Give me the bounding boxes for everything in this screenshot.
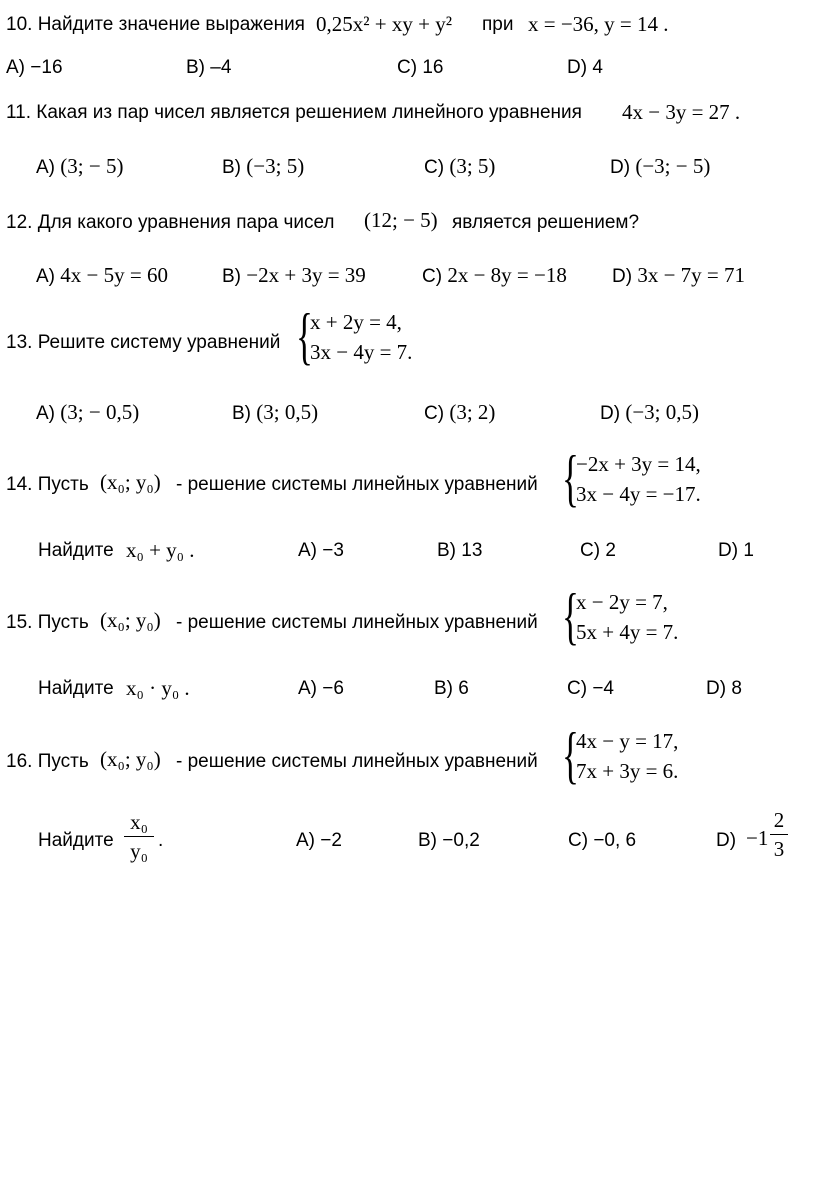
- q16-find-fraction: [124, 810, 154, 863]
- q16-option-d-bar: [770, 834, 788, 835]
- q16-text: - решение системы линейных уравнений: [176, 751, 538, 772]
- q12-option-b: B) −2x + 3y = 39: [222, 263, 366, 287]
- q10-option-c: C) 16: [397, 57, 444, 78]
- q16-option-b: B) −0,2: [418, 830, 480, 851]
- q12-text-after: является решением?: [452, 212, 640, 233]
- q15-option-c: C) −4: [567, 678, 614, 699]
- q13-option-b: B) (3; 0,5): [232, 400, 319, 424]
- q13-option-c: C) (3; 2): [424, 400, 496, 424]
- q13-brace: {: [296, 300, 313, 371]
- q10-expression: 0,25x² + xy + y²: [316, 12, 453, 36]
- q13-eq1: x + 2y = 4,: [310, 310, 402, 334]
- q10-condition: x = −36, y = 14 .: [528, 12, 669, 36]
- q15-pair: (x₀; y₀): [100, 608, 161, 632]
- q14-option-c: C) 2: [580, 540, 616, 561]
- q15-eq1: x − 2y = 7,: [576, 590, 668, 614]
- q15-find-word: Найдите: [38, 678, 114, 699]
- q15-option-d: D) 8: [706, 678, 742, 699]
- q16-find-word: Найдите: [38, 830, 114, 851]
- q14-brace: {: [562, 442, 579, 513]
- q14-eq2: 3x − 4y = −17.: [576, 482, 701, 506]
- q16-fraction-numerator: x₀: [130, 810, 148, 834]
- q16-fraction-bar: [124, 836, 154, 837]
- q11-option-c: C) (3; 5): [424, 154, 496, 178]
- q11-text: 11. Какая из пар чисел является решением линейного уравнения: [6, 102, 582, 123]
- q12-text: 12. Для какого уравнения пара чисел: [6, 212, 335, 233]
- q11-option-a: A) (3; − 5): [36, 154, 124, 178]
- q10-option-d: D) 4: [567, 57, 603, 78]
- q14-option-d: D) 1: [718, 540, 754, 561]
- q10-option-b: B) –4: [186, 57, 232, 78]
- q16-option-d-label: D): [716, 830, 737, 851]
- q15-eq2: 5x + 4y = 7.: [576, 620, 679, 644]
- q15-find-expr: x₀ · y₀ .: [126, 676, 190, 700]
- q13-eq2: 3x − 4y = 7.: [310, 340, 413, 364]
- q11-option-b: B) (−3; 5): [222, 154, 305, 178]
- q15-text: - решение системы линейных уравнений: [176, 612, 538, 633]
- q16-pair: (x₀; y₀): [100, 747, 161, 771]
- q16-option-d-denominator: 3: [773, 837, 785, 861]
- q12-pair: (12; − 5): [364, 208, 438, 232]
- q13-option-a: A) (3; − 0,5): [36, 400, 140, 424]
- q15-prefix: 15. Пусть: [6, 612, 89, 633]
- q16-option-d-fraction: [770, 808, 788, 861]
- q15-option-a: A) −6: [298, 678, 344, 699]
- q11-equation: 4x − 3y = 27 .: [622, 100, 741, 124]
- q14-pair: (x₀; y₀): [100, 470, 161, 494]
- q10-option-a: A) −16: [6, 57, 63, 78]
- q13-option-d: D) (−3; 0,5): [600, 400, 700, 424]
- q11-option-d: D) (−3; − 5): [610, 154, 711, 178]
- q14-find-word: Найдите: [38, 540, 114, 561]
- q16-option-d-numerator: 2: [773, 808, 785, 832]
- q16-fraction-denominator: y₀: [130, 839, 148, 863]
- q14-eq1: −2x + 3y = 14,: [576, 452, 701, 476]
- q12-option-d: D) 3x − 7y = 71: [612, 263, 746, 287]
- q14-text: - решение системы линейных уравнений: [176, 474, 538, 495]
- q14-option-a: A) −3: [298, 540, 344, 561]
- q16-find-tail: .: [158, 830, 164, 851]
- q13-text: 13. Решите систему уравнений: [6, 332, 281, 353]
- q16-prefix: 16. Пусть: [6, 751, 89, 772]
- q14-option-b: B) 13: [437, 540, 483, 561]
- q10-cond-word: при: [482, 14, 514, 35]
- q16-eq1: 4x − y = 17,: [576, 729, 679, 753]
- q15-option-b: B) 6: [434, 678, 469, 699]
- q14-find-expr: x₀ + y₀ .: [126, 538, 195, 562]
- q12-option-c: C) 2x − 8y = −18: [422, 263, 567, 287]
- q16-option-d-whole: −1: [746, 826, 769, 850]
- q16-option-c: C) −0, 6: [568, 830, 637, 851]
- q12-option-a: A) 4x − 5y = 60: [36, 263, 168, 287]
- q16-brace: {: [562, 719, 579, 790]
- q16-eq2: 7x + 3y = 6.: [576, 759, 679, 783]
- q10-text: 10. Найдите значение выражения: [6, 14, 305, 35]
- q14-prefix: 14. Пусть: [6, 474, 89, 495]
- q15-brace: {: [562, 580, 579, 651]
- q16-option-a: A) −2: [296, 830, 342, 851]
